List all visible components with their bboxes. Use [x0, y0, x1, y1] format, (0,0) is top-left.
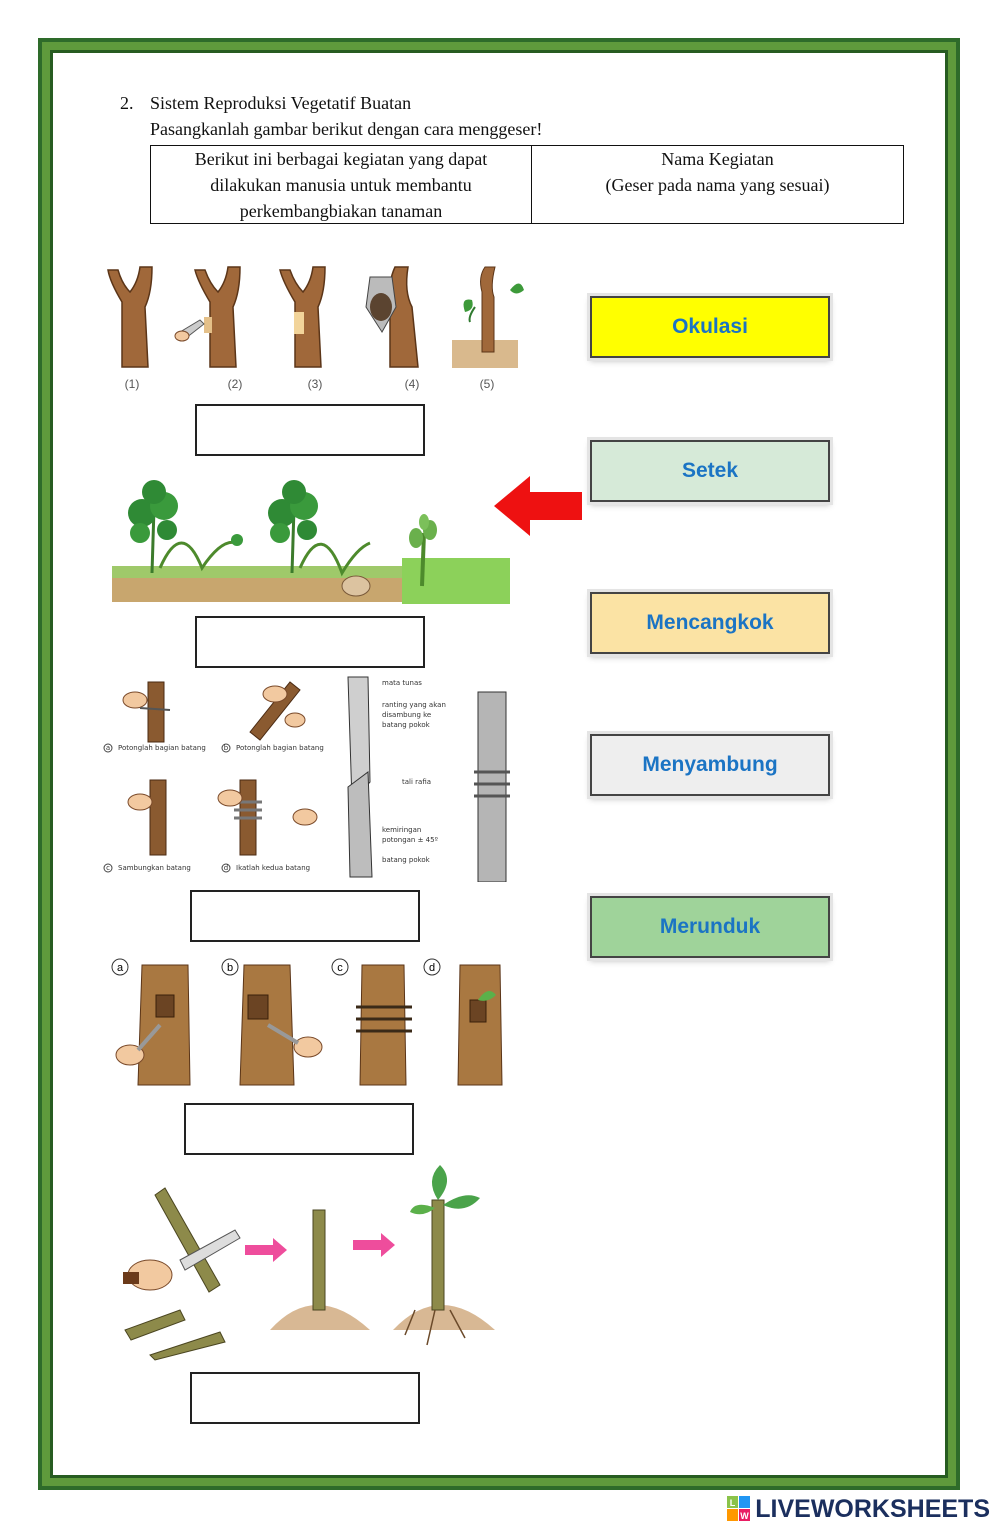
draggable-label-merunduk[interactable]	[590, 896, 830, 958]
answer-drop-box-5[interactable]	[190, 1372, 420, 1424]
step-marker-a: a	[105, 744, 111, 752]
caption-a: Potonglah bagian batang	[118, 744, 206, 752]
instruction-table	[150, 145, 904, 224]
label-text: Menyambung	[642, 753, 778, 776]
diagram-label: batang pokok	[382, 721, 430, 729]
table-left-cell	[151, 146, 532, 223]
brand-name: LIVEWORKSHEETS	[755, 1494, 990, 1523]
diagram-label: ranting yang akan	[382, 701, 446, 709]
label-text: Okulasi	[672, 315, 748, 338]
table-right-line: Nama Kegiatan	[661, 149, 774, 169]
diagram-label: mata tunas	[382, 679, 422, 687]
cutting-planted	[270, 1210, 370, 1330]
grafting-panel-b	[222, 682, 324, 752]
grafting-diagram	[348, 677, 510, 882]
question-instruction: Pasangkanlah gambar berikut dengan cara menggeser!	[150, 119, 543, 139]
grafting-panel-c	[104, 780, 191, 872]
figure-budding-steps	[108, 955, 508, 1090]
budding-panel-a	[112, 959, 190, 1085]
diagram-label: batang pokok	[382, 856, 430, 864]
draggable-label-setek[interactable]	[590, 440, 830, 502]
diagram-label: kemiringan	[382, 826, 422, 834]
table-left-line: perkembangbiakan tanaman	[239, 201, 443, 221]
logo-letter: W	[740, 1511, 749, 1521]
tree-trunk-step-2	[175, 267, 240, 367]
step-marker-b: b	[223, 744, 229, 752]
label-text: Setek	[681, 459, 739, 482]
step-label-5: (5)	[479, 377, 495, 391]
step-label-2: (2)	[227, 377, 243, 391]
table-right-line: (Geser pada nama yang sesuai)	[605, 175, 830, 195]
budding-panel-c	[332, 959, 412, 1085]
table-right-cell	[532, 146, 903, 223]
step-marker-d: d	[428, 962, 436, 974]
label-text: Merunduk	[659, 915, 761, 938]
figure-grafting-steps	[100, 672, 530, 882]
diagram-label: tali rafia	[402, 778, 432, 786]
label-text: Mencangkok	[646, 611, 774, 634]
red-arrow-shape	[494, 476, 582, 536]
red-arrow-icon	[494, 474, 584, 539]
tree-trunk-step-3	[280, 267, 325, 367]
step-marker-d: d	[223, 864, 229, 872]
step-label-1: (1)	[124, 377, 140, 391]
answer-drop-box-1[interactable]	[195, 404, 425, 456]
bending-plant-1	[128, 480, 243, 573]
answer-drop-box-3[interactable]	[190, 890, 420, 942]
logo-letter: L	[730, 1498, 736, 1508]
draggable-label-mencangkok[interactable]	[590, 592, 830, 654]
question-number: 2.	[120, 93, 134, 113]
step-marker-c: c	[106, 864, 110, 872]
figure-cutting-steps	[105, 1160, 505, 1365]
grafting-panel-a	[104, 682, 206, 752]
cutting-hand-knife	[123, 1188, 240, 1360]
table-left-line: dilakukan manusia untuk membantu	[210, 175, 472, 195]
tree-trunk-step-4	[366, 267, 418, 367]
pink-arrow-icon	[353, 1233, 395, 1257]
liveworksheets-logo-icon	[727, 1496, 751, 1522]
caption-d: Ikatlah kedua batang	[236, 864, 311, 872]
table-left-line: Berikut ini berbagai kegiatan yang dapat	[194, 149, 488, 169]
figure-layering-steps	[100, 262, 530, 397]
step-marker-b: b	[226, 962, 234, 974]
answer-drop-box-4[interactable]	[184, 1103, 414, 1155]
draggable-label-menyambung[interactable]	[590, 734, 830, 796]
grafting-panel-d	[218, 780, 317, 872]
budding-panel-b	[222, 959, 322, 1085]
figure-bending-steps	[112, 478, 510, 608]
cutting-grown	[393, 1165, 495, 1345]
step-marker-a: a	[116, 962, 124, 974]
pink-arrow-icon	[245, 1238, 287, 1262]
caption-c: Sambungkan batang	[118, 864, 191, 872]
tree-trunk-step-1	[108, 267, 152, 367]
step-label-4: (4)	[404, 377, 420, 391]
diagram-label: disambung ke	[382, 711, 432, 719]
step-label-3: (3)	[307, 377, 323, 391]
diagram-label: potongan ± 45º	[382, 836, 438, 844]
caption-b: Potonglah bagian batang	[236, 744, 324, 752]
question-title: Sistem Reproduksi Vegetatif Buatan	[150, 93, 412, 113]
draggable-label-okulasi[interactable]	[590, 296, 830, 358]
tree-trunk-step-5	[452, 267, 524, 368]
step-marker-c: c	[337, 962, 343, 974]
footer-brand	[727, 1494, 990, 1524]
budding-panel-d	[424, 959, 502, 1085]
answer-drop-box-2[interactable]	[195, 616, 425, 668]
